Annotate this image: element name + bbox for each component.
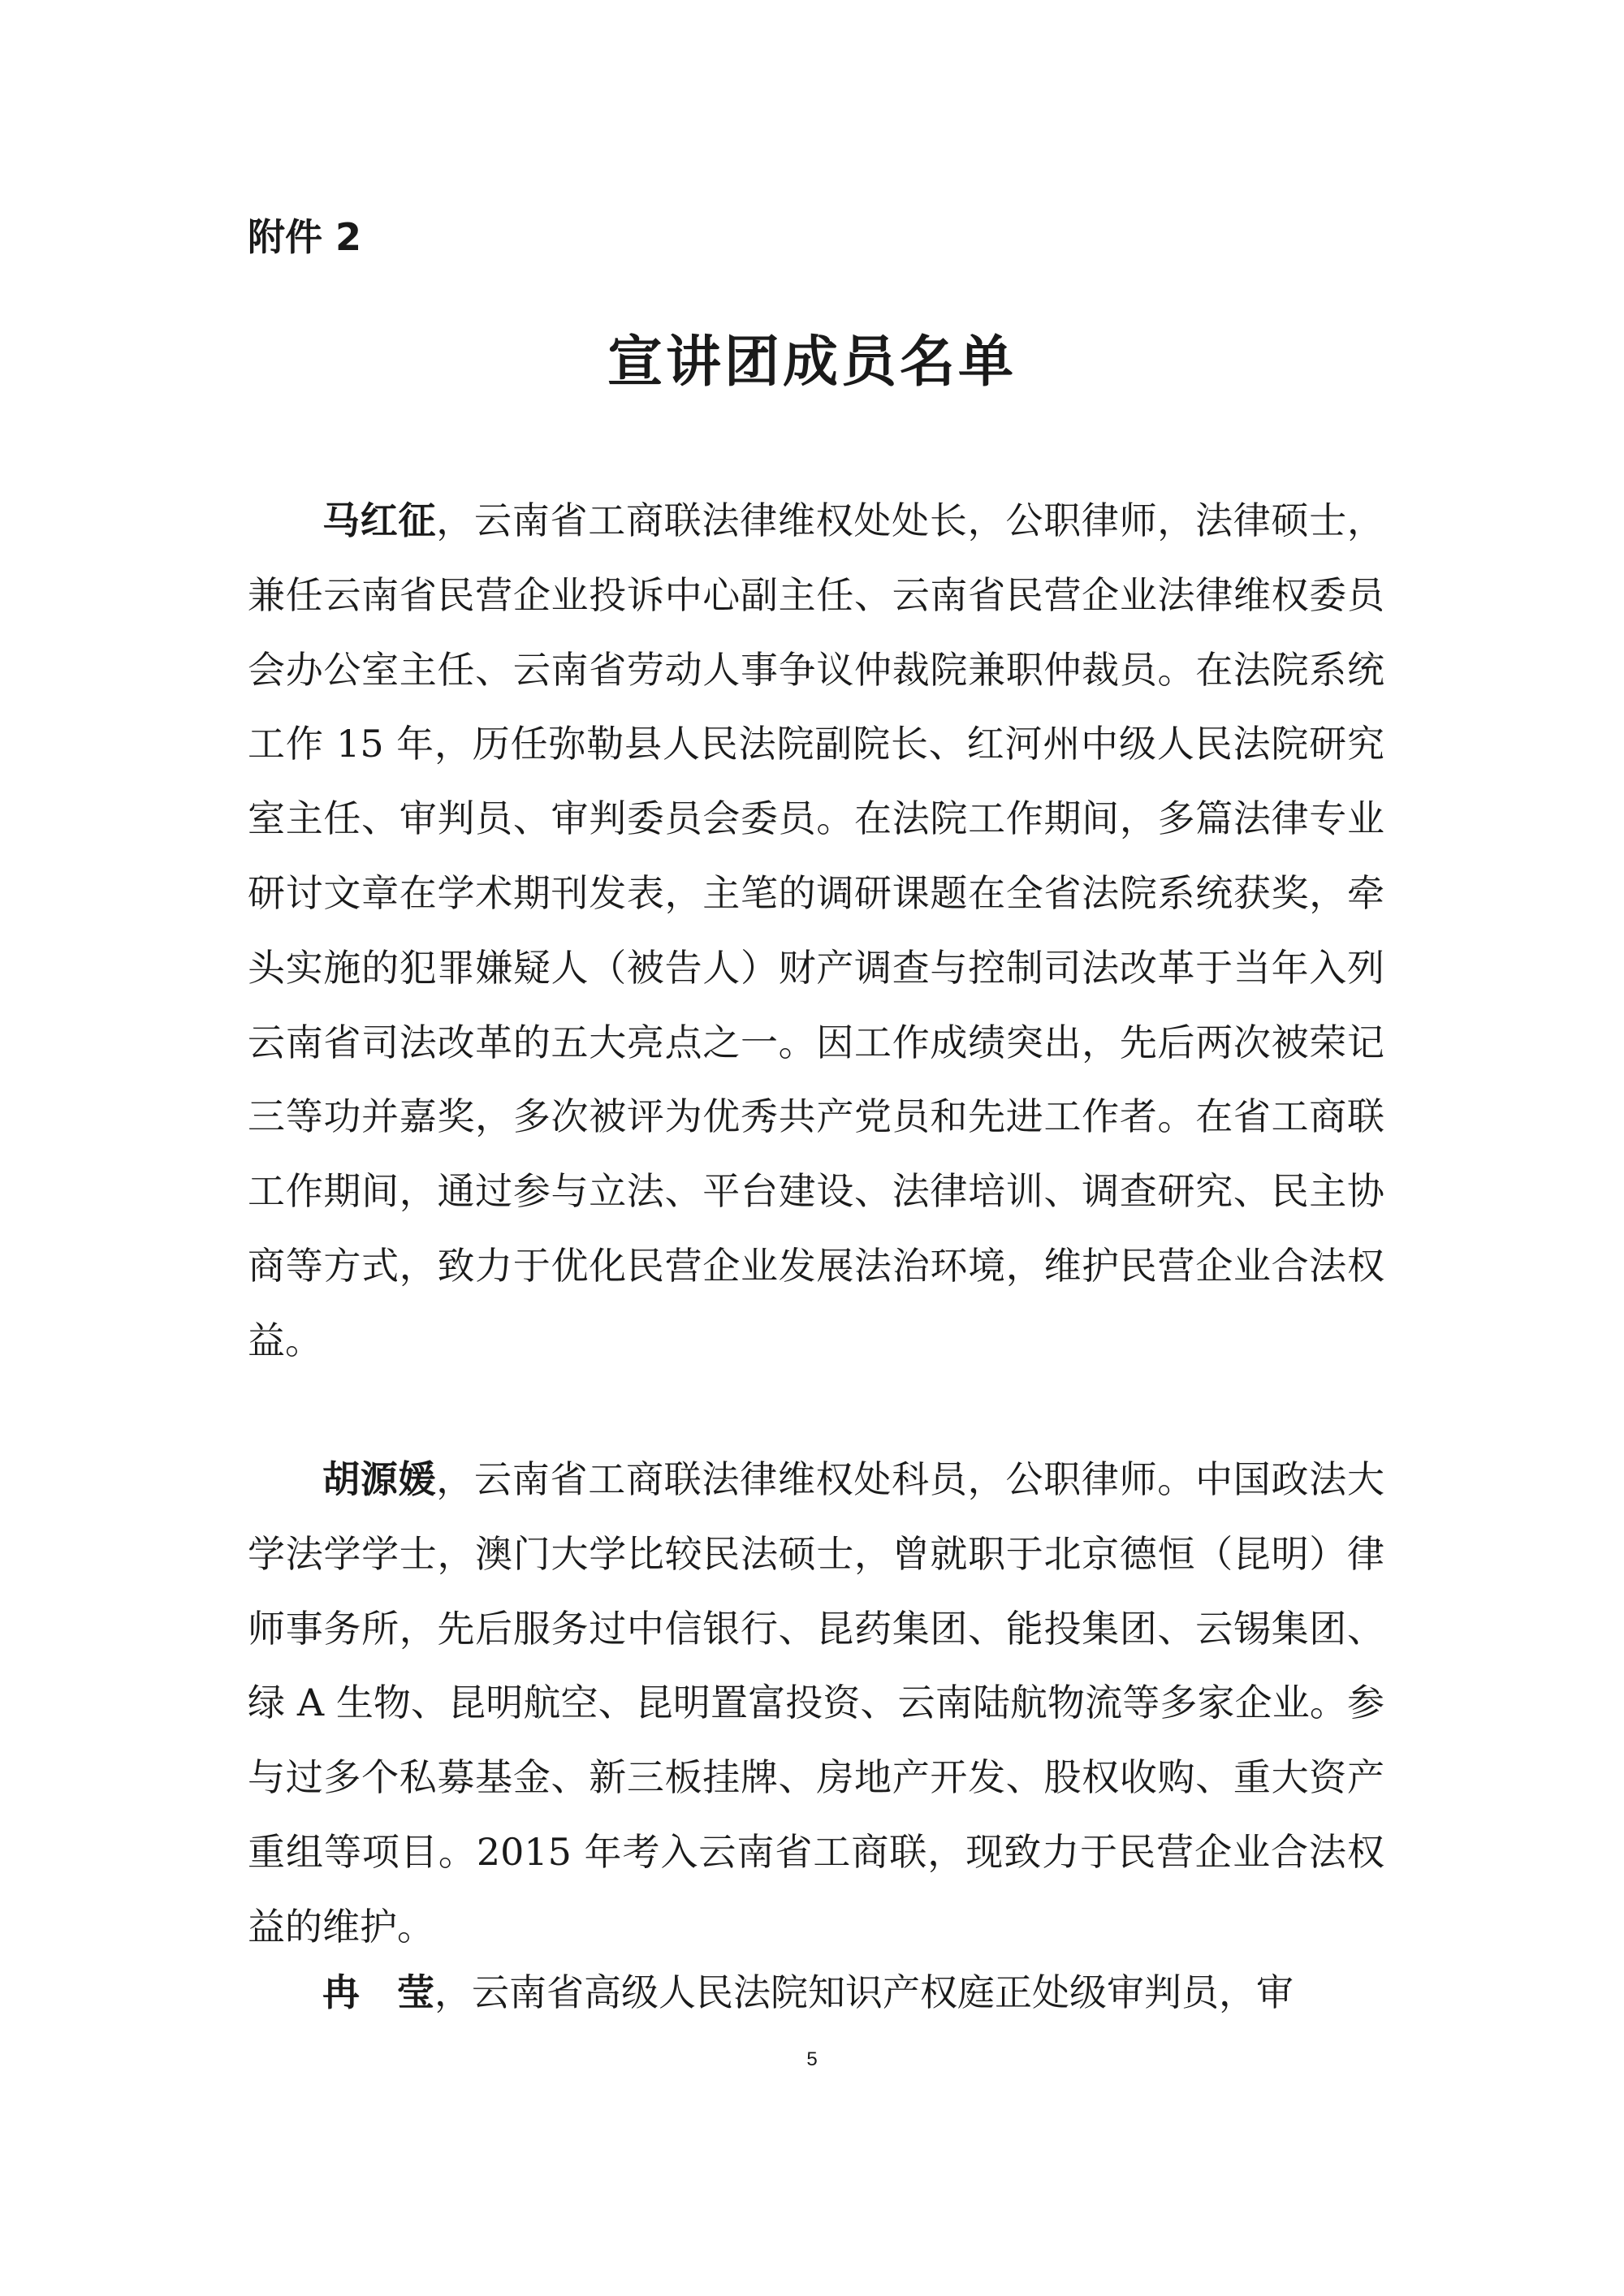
member-description: ，云南省高级人民法院知识产权庭正处级审判员，审 <box>434 1970 1294 2014</box>
page-number: 5 <box>806 2048 818 2070</box>
page-title: 宣讲团成员名单 <box>607 330 1017 395</box>
member-description: ，云南省工商联法律维权处处长，公职律师，法律硕士，兼任云南省民营企业投诉中心副主任、云南省民营企业法律维权委员会办公室主任、云南省劳动人事争议仲裁院兼职仲裁员。在法院系统工作 15 年，历任弥勒县人民法院副院长、红河州中级人民法院研究室主任、审判员、审判委员会委员。在法院工作期间，多篇法律专业研讨文章在学术期刊发表，主笔的调研课题在全省法院系统获奖，牵头实施的犯罪嫌疑人（被告人）财产调查与控制司法改革于当年入列云南省司法改革的五大亮点之一。因工作成绩突出，先后两次被荣记三等功并嘉奖，多次被评为优秀共产党员和先进工作者。在省工商联工作期间，通过参与立法、平台建设、法律培训、调查研究、民主协商等方式，致力于优化民营企业发展法治环境，维护民营企业合法权益。 <box>248 498 1385 1362</box>
member-name: 冉 莹 <box>322 1970 434 2014</box>
member-bio-ma-hongzheng <box>248 484 1384 1379</box>
member-bio-ran-ying <box>248 1956 1384 2031</box>
member-description: ，云南省工商联法律维权处科员，公职律师。中国政法大学法学学士，澳门大学比较民法硕士，曾就职于北京德恒（昆明）律师事务所，先后服务过中信银行、昆药集团、能投集团、云锡集团、绿 A 生物、昆明航空、昆明置富投资、云南陆航物流等多家企业。参与过多个私募基金、新三板挂牌、房地产开发、股权收购、重大资产重组等项目。2015 年考入云南省工商联，现致力于民营企业合法权益的维护。 <box>248 1457 1385 1949</box>
member-name: 胡源媛 <box>322 1457 437 1501</box>
attachment-label: 附件 2 <box>248 215 362 259</box>
member-name: 马红征 <box>322 498 437 542</box>
member-bio-hu-yuanyuan <box>248 1443 1384 1965</box>
